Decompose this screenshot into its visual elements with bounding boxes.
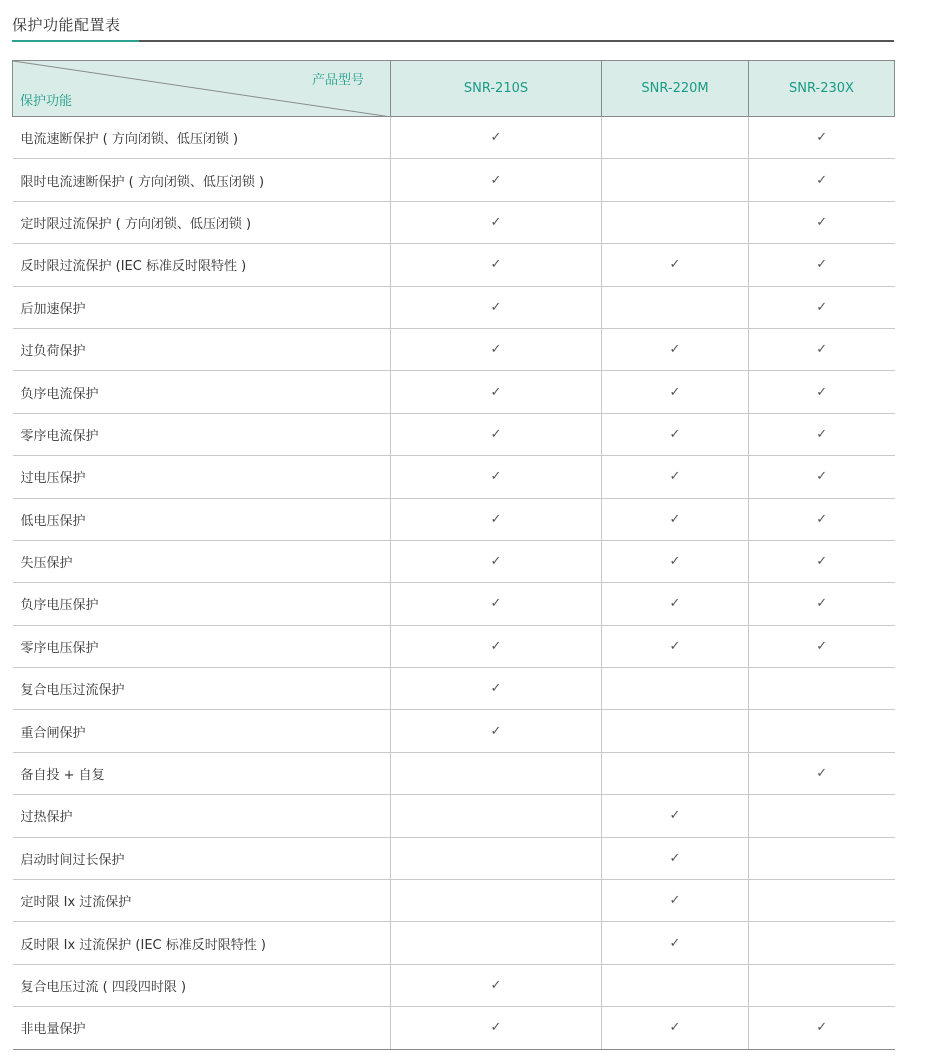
check-icon: ✓	[816, 342, 828, 358]
protection-function-name: 定时限过流保护 ( 方向闭锁、低压闭锁 )	[13, 201, 391, 243]
check-icon: ✓	[669, 342, 681, 358]
support-cell	[391, 710, 602, 752]
support-cell	[749, 540, 895, 582]
header-product-snr-210s: SNR-210S	[391, 61, 602, 117]
support-cell	[749, 964, 895, 1006]
header-product-snr-230x: SNR-230X	[749, 61, 895, 117]
support-cell	[749, 922, 895, 964]
support-cell	[391, 117, 602, 159]
check-icon: ✓	[816, 554, 828, 570]
support-cell	[602, 201, 749, 243]
support-cell	[602, 837, 749, 879]
protection-function-name: 负序电压保护	[13, 583, 391, 625]
check-icon: ✓	[816, 511, 828, 527]
protection-function-name: 反时限过流保护 (IEC 标准反时限特性 )	[13, 244, 391, 286]
check-icon: ✓	[669, 808, 681, 824]
support-cell	[602, 456, 749, 498]
support-cell	[391, 880, 602, 922]
title-bar	[12, 10, 894, 42]
title-accent-line	[12, 40, 139, 42]
support-cell	[749, 159, 895, 201]
check-icon: ✓	[490, 978, 502, 993]
support-cell	[602, 922, 749, 964]
check-icon: ✓	[669, 935, 681, 951]
support-cell	[391, 286, 602, 328]
support-cell	[602, 752, 749, 794]
check-icon: ✓	[490, 342, 502, 358]
check-icon: ✓	[816, 426, 828, 442]
check-icon: ✓	[490, 469, 502, 485]
support-cell	[602, 117, 749, 159]
check-icon: ✓	[490, 596, 502, 612]
check-icon: ✓	[490, 384, 502, 400]
page-title: 保护功能配置表	[12, 16, 121, 34]
check-icon: ✓	[490, 638, 502, 654]
check-icon: ✓	[669, 1020, 681, 1036]
support-cell	[749, 1007, 895, 1049]
table-row	[13, 117, 895, 159]
check-icon: ✓	[669, 511, 681, 527]
support-cell	[602, 328, 749, 370]
check-icon: ✓	[669, 596, 681, 612]
support-cell	[602, 625, 749, 667]
support-cell	[391, 244, 602, 286]
config-table-wrapper	[12, 60, 894, 1050]
protection-function-name: 定时限 Ix 过流保护	[13, 880, 391, 922]
protection-function-name: 过热保护	[13, 795, 391, 837]
table-row	[13, 498, 895, 540]
support-cell	[602, 583, 749, 625]
support-cell	[391, 964, 602, 1006]
table-body	[13, 117, 895, 1050]
protection-function-name: 反时限 Ix 过流保护 (IEC 标准反时限特性 )	[13, 922, 391, 964]
support-cell	[749, 583, 895, 625]
support-cell	[602, 159, 749, 201]
protection-function-name: 非电量保护	[13, 1007, 391, 1049]
check-icon: ✓	[669, 469, 681, 485]
support-cell	[391, 413, 602, 455]
check-icon: ✓	[669, 850, 681, 866]
table-row	[13, 413, 895, 455]
table-row	[13, 922, 895, 964]
support-cell	[602, 244, 749, 286]
support-cell	[749, 498, 895, 540]
check-icon: ✓	[490, 426, 502, 442]
support-cell	[749, 371, 895, 413]
support-cell	[391, 328, 602, 370]
check-icon: ✓	[669, 257, 681, 273]
table-row	[13, 371, 895, 413]
support-cell	[749, 456, 895, 498]
check-icon: ✓	[816, 172, 828, 188]
support-cell	[602, 668, 749, 710]
support-cell	[391, 922, 602, 964]
check-icon: ✓	[669, 554, 681, 570]
check-icon: ✓	[490, 257, 502, 273]
protection-function-name: 负序电流保护	[13, 371, 391, 413]
support-cell	[749, 625, 895, 667]
support-cell	[602, 413, 749, 455]
check-icon: ✓	[816, 469, 828, 485]
table-row	[13, 964, 895, 1006]
support-cell	[749, 710, 895, 752]
protection-function-name: 限时电流速断保护 ( 方向闭锁、低压闭锁 )	[13, 159, 391, 201]
check-icon: ✓	[490, 723, 502, 739]
support-cell	[391, 752, 602, 794]
table-row	[13, 625, 895, 667]
table-row	[13, 795, 895, 837]
support-cell	[391, 540, 602, 582]
header-corner-cell	[13, 61, 391, 117]
support-cell	[602, 286, 749, 328]
check-icon: ✓	[816, 638, 828, 654]
table-row	[13, 244, 895, 286]
support-cell	[602, 880, 749, 922]
support-cell	[749, 201, 895, 243]
support-cell	[602, 540, 749, 582]
check-icon: ✓	[669, 638, 681, 654]
support-cell	[391, 456, 602, 498]
table-header-row	[13, 61, 895, 117]
support-cell	[749, 286, 895, 328]
check-icon: ✓	[669, 384, 681, 400]
check-icon: ✓	[490, 172, 502, 188]
support-cell	[749, 837, 895, 879]
check-icon: ✓	[490, 681, 502, 697]
check-icon: ✓	[490, 511, 502, 527]
table-row	[13, 1007, 895, 1049]
check-icon: ✓	[816, 299, 828, 315]
support-cell	[391, 837, 602, 879]
support-cell	[602, 1007, 749, 1049]
check-icon: ✓	[490, 214, 502, 230]
support-cell	[602, 964, 749, 1006]
protection-function-name: 电流速断保护 ( 方向闭锁、低压闭锁 )	[13, 117, 391, 159]
protection-function-name: 低电压保护	[13, 498, 391, 540]
support-cell	[602, 710, 749, 752]
check-icon: ✓	[669, 893, 681, 909]
table-row	[13, 540, 895, 582]
protection-function-name: 过电压保护	[13, 456, 391, 498]
table-row	[13, 710, 895, 752]
table-row	[13, 668, 895, 710]
table-row	[13, 456, 895, 498]
table-row	[13, 159, 895, 201]
protection-function-name: 失压保护	[13, 540, 391, 582]
protection-function-name: 后加速保护	[13, 286, 391, 328]
corner-label-product-model: 产品型号	[311, 73, 364, 88]
table-row	[13, 752, 895, 794]
support-cell	[749, 117, 895, 159]
table-row	[13, 583, 895, 625]
check-icon: ✓	[669, 426, 681, 442]
support-cell	[391, 201, 602, 243]
protection-function-name: 零序电压保护	[13, 625, 391, 667]
protection-config-table	[12, 60, 895, 1050]
table-row	[13, 286, 895, 328]
support-cell	[391, 498, 602, 540]
table-row	[13, 880, 895, 922]
check-icon: ✓	[816, 130, 828, 146]
support-cell	[749, 244, 895, 286]
support-cell	[749, 413, 895, 455]
check-icon: ✓	[816, 214, 828, 230]
protection-function-name: 零序电流保护	[13, 413, 391, 455]
support-cell	[391, 625, 602, 667]
support-cell	[749, 795, 895, 837]
support-cell	[749, 752, 895, 794]
check-icon: ✓	[816, 257, 828, 273]
check-icon: ✓	[816, 1020, 828, 1036]
check-icon: ✓	[816, 384, 828, 400]
table-row	[13, 837, 895, 879]
check-icon: ✓	[816, 766, 828, 782]
support-cell	[391, 1007, 602, 1049]
table-row	[13, 328, 895, 370]
support-cell	[602, 795, 749, 837]
support-cell	[391, 159, 602, 201]
header-product-snr-220m: SNR-220M	[602, 61, 749, 117]
check-icon: ✓	[490, 299, 502, 315]
support-cell	[749, 880, 895, 922]
check-icon: ✓	[490, 1020, 502, 1036]
support-cell	[749, 328, 895, 370]
check-icon: ✓	[816, 596, 828, 612]
protection-function-name: 复合电压过流保护	[13, 668, 391, 710]
support-cell	[391, 371, 602, 413]
check-icon: ✓	[490, 130, 502, 146]
protection-function-name: 启动时间过长保护	[13, 837, 391, 879]
support-cell	[602, 498, 749, 540]
protection-function-name: 备自投 + 自复	[13, 752, 391, 794]
support-cell	[391, 668, 602, 710]
table-row	[13, 201, 895, 243]
support-cell	[391, 583, 602, 625]
support-cell	[749, 668, 895, 710]
protection-function-name: 过负荷保护	[13, 328, 391, 370]
support-cell	[602, 371, 749, 413]
check-icon: ✓	[490, 554, 502, 570]
protection-function-name: 复合电压过流 ( 四段四时限 )	[13, 964, 391, 1006]
support-cell	[391, 795, 602, 837]
protection-function-name: 重合闸保护	[13, 710, 391, 752]
corner-label-protection-function: 保护功能	[20, 94, 73, 109]
